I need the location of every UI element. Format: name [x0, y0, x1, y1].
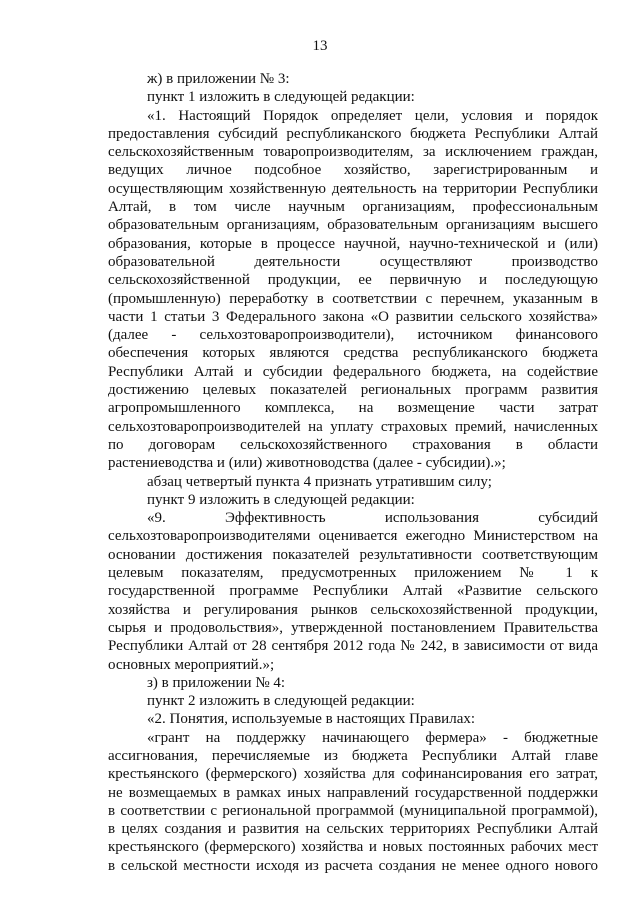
text-line: образовательным организациям, образовательным организациям высшего	[108, 217, 598, 234]
text-line: целевым показателям, предусмотренных приложением № 1 к	[108, 565, 598, 582]
text-line: государственной программе Республики Алтай «Развитие сельского	[108, 583, 598, 600]
text-line: сельскохозяйственным товаропроизводителям, за исключением граждан,	[108, 144, 598, 161]
text-line: ж) в приложении № 3:	[147, 71, 290, 87]
text-line: крестьянского (фермерского) хозяйства для софинансирования его затрат,	[108, 766, 598, 783]
text-line: (далее - сельхозтоваропроизводители), источником финансового	[108, 327, 598, 344]
text-line: сырья и продовольствия», утвержденной постановлением Правительства	[108, 619, 598, 636]
text-line: предоставления субсидий республиканского бюджета Республики Алтай	[108, 125, 598, 142]
text-line: не возмещаемых в рамках иных направлений государственной поддержки	[108, 784, 598, 801]
text-line: обеспечения которых являются средства республиканского бюджета	[108, 345, 598, 362]
text-line: по договорам сельскохозяйственного страхования в области	[108, 436, 598, 453]
text-line: сельхозтоваропроизводителей на уплату страховых премий, начисленных	[108, 418, 598, 435]
text-line: пункт 2 изложить в следующей редакции:	[147, 693, 415, 710]
document-body	[108, 70, 598, 875]
text-line: основании достижения показателей результативности соответствующим	[108, 546, 598, 563]
text-line: части 1 статьи 3 Федерального закона «О развитии сельского хозяйства»	[108, 308, 598, 325]
text-line: в целях создания и развития на сельских территориях Республики Алтай	[108, 821, 598, 838]
text-line: в соответствии с региональной программой (муниципальной программой),	[108, 802, 598, 819]
text-line: основных мероприятий.»;	[108, 656, 275, 673]
text-line: в сельской местности исходя из расчета создания не менее одного нового	[108, 857, 598, 874]
text-line: сельхозтоваропроизводителями оценивается ежегодно Министерством на	[108, 528, 598, 545]
text-line: Алтай, в том числе научным организациям, профессиональным	[108, 199, 598, 216]
text-line: «1. Настоящий Порядок определяет цели, условия и порядок	[147, 107, 598, 124]
text-line: хозяйства и регулирования рынков сельскохозяйственной продукции,	[108, 601, 598, 618]
text-line: Республики Алтай и субсидии федерального бюджета, на содействие	[108, 363, 598, 380]
page-number: 13	[312, 38, 328, 54]
text-line: сельскохозяйственной продукции, ее первичную и последующую	[108, 272, 598, 289]
text-line: крестьянского (фермерского) хозяйства и новых постоянных рабочих мест	[108, 839, 598, 856]
text-line: образовательной деятельности осуществляют производство	[108, 253, 598, 270]
text-line: абзац четвертый пункта 4 признать утратившим силу;	[147, 473, 492, 490]
text-line: пункт 1 изложить в следующей редакции:	[147, 89, 415, 106]
text-line: образования, которые в процессе научной, научно-технической и (или)	[108, 235, 598, 252]
text-line: ведущих личное подсобное хозяйство, зарегистрированным и	[108, 162, 598, 179]
text-line: (промышленную) переработку в соответствии с перечнем, указанным в	[108, 290, 598, 307]
text-line: агропромышленного комплекса, на возмещение части затрат	[108, 400, 598, 417]
text-line: ассигнования, перечисляемые из бюджета Республики Алтай главе	[108, 747, 598, 764]
text-line: Республики Алтай от 28 сентября 2012 года № 242, в зависимости от вида	[108, 638, 598, 655]
text-line: осуществляющим хозяйственную деятельность на территории Республики	[108, 180, 598, 197]
text-line: з) в приложении № 4:	[147, 674, 286, 691]
text-line: достижению целевых показателей региональных программ развития	[108, 382, 598, 399]
text-line: «грант на поддержку начинающего фермера» - бюджетные	[147, 729, 598, 746]
text-line: «9. Эффективность использования субсидий	[147, 510, 598, 527]
text-line: пункт 9 изложить в следующей редакции:	[147, 491, 415, 508]
text-line: растениеводства и (или) животноводства (далее - субсидии).»;	[108, 455, 506, 472]
text-line: «2. Понятия, используемые в настоящих Правилах:	[147, 711, 476, 728]
